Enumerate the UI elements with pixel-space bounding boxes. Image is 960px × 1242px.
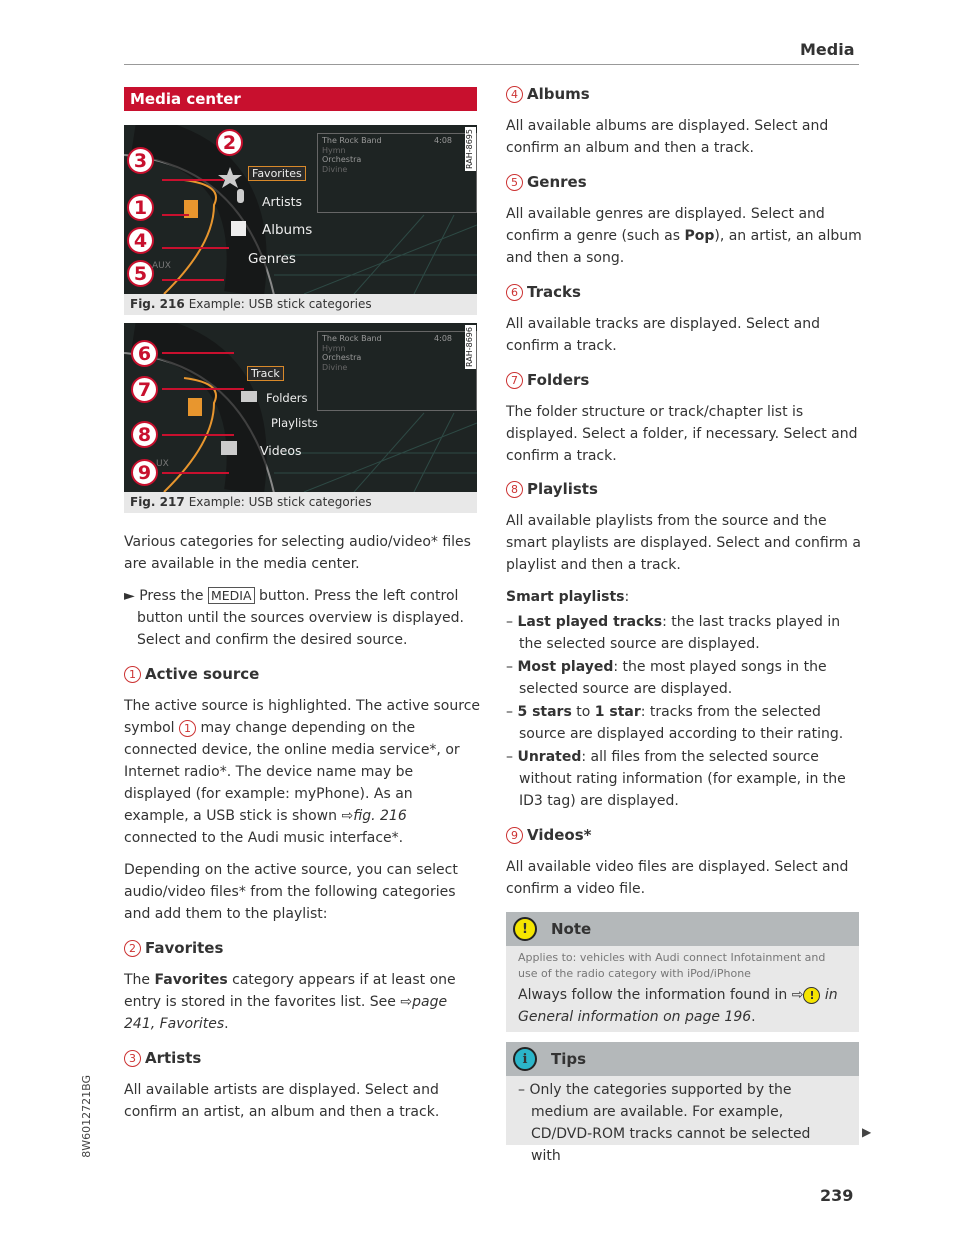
figure-code: RAH-8695 <box>465 127 476 171</box>
text-bold: Unrated <box>517 749 582 765</box>
albums-paragraph: All available albums are displayed. Select and confirm an album and then a track. <box>506 118 829 156</box>
header-rule <box>124 64 859 65</box>
number-circle: 9 <box>506 827 523 844</box>
number-circle: 7 <box>506 372 523 389</box>
category-folders: Folders <box>266 391 308 405</box>
text-bold: 1 star <box>594 704 641 720</box>
heading-text: Active source <box>145 665 260 683</box>
time: 4:08 <box>434 334 452 343</box>
song-2: Divine <box>322 164 348 174</box>
callout-6: 6 <box>131 340 158 367</box>
note-header <box>506 912 859 946</box>
text: . <box>224 1016 229 1032</box>
text: The active source is highlighted. The active source symbol <box>124 698 481 736</box>
aux-label: UX <box>156 459 169 469</box>
text: may change depending on the connected device, the online media service*, or Internet radio*. The device name may be displayed (for example: myPhone). As an example, a USB stick is shown <box>124 720 460 824</box>
step-text: button. Press the left control button until the sources overview is displayed. Select and confirm the desired source. <box>137 588 464 648</box>
callout-4: 4 <box>127 227 154 254</box>
artist: The Rock Band <box>322 334 382 343</box>
arrow-icon: ⇨ <box>400 994 413 1010</box>
note-title: Note <box>551 920 592 938</box>
text-bold: Most played <box>517 659 614 675</box>
number-circle: 4 <box>506 86 523 103</box>
figure-216-screen <box>124 125 477 294</box>
callout-9: 9 <box>131 459 158 486</box>
tips-title: Tips <box>551 1050 587 1068</box>
category-artists: Artists <box>262 194 302 209</box>
text: : the last tracks played in the selected source are displayed. <box>519 614 841 652</box>
warning-icon: ! <box>803 987 820 1004</box>
number-circle: 5 <box>506 174 523 191</box>
heading-favorites <box>124 939 223 957</box>
videos-paragraph: All available video files are displayed. Select and confirm a video file. <box>506 859 849 897</box>
heading-text: Artists <box>145 1049 202 1067</box>
document-code: 8W6012721BG <box>80 1075 93 1158</box>
smart-item: – Last played tracks: the last tracks played in the selected source are displayed. <box>506 614 841 652</box>
favorites-paragraph <box>124 969 480 1035</box>
category-videos: Videos <box>260 443 302 458</box>
intro-paragraph: Various categories for selecting audio/video* files are available in the media center. <box>124 534 471 572</box>
tips-header <box>506 1042 859 1076</box>
artist-2: Orchestra <box>322 353 362 362</box>
text: : the most played songs in the selected source are displayed. <box>519 659 827 697</box>
song: Hymn <box>322 145 346 155</box>
figure-217 <box>124 323 477 513</box>
text-bold: Last played tracks <box>517 614 663 630</box>
smart-playlists-heading <box>506 586 862 608</box>
category-favorites: Favorites <box>248 166 306 181</box>
figure-217-screen <box>124 323 477 492</box>
text: . <box>751 1009 756 1025</box>
song-2: Divine <box>322 362 348 372</box>
callout-3: 3 <box>127 147 154 174</box>
arrow-icon: ⇨ <box>341 808 354 824</box>
number-circle: 3 <box>124 1050 141 1067</box>
category-playlists: Playlists <box>271 416 318 430</box>
heading-text: Albums <box>527 85 590 103</box>
note-box <box>506 912 859 1032</box>
category-albums: Albums <box>262 222 313 238</box>
caption-text: Example: USB stick categories <box>188 495 372 509</box>
text: : <box>624 589 630 605</box>
song: Hymn <box>322 343 346 353</box>
text-bold: Pop <box>684 228 715 244</box>
smart-item: – 5 stars to 1 star: tracks from the selected source are displayed according to their rating. <box>506 704 844 742</box>
number-circle: 8 <box>506 481 523 498</box>
folders-paragraph: The folder structure or track/chapter list is displayed. Select a folder, if necessary. Select and confirm a track. <box>506 404 858 464</box>
media-key: MEDIA <box>208 587 255 604</box>
active-source-paragraph <box>124 695 480 849</box>
figure-caption <box>124 492 477 513</box>
step-text: ► Press the <box>124 588 208 604</box>
number-circle: 1 <box>124 666 141 683</box>
tips-text: – Only the categories supported by the medium are available. For example, CD/DVD-ROM tracks cannot be selected with <box>518 1082 811 1164</box>
tips-box <box>506 1042 859 1164</box>
aux-label: AUX <box>152 261 171 271</box>
page-link[interactable]: in General information on page 196 <box>518 987 838 1025</box>
callout-2: 2 <box>216 129 243 156</box>
section-header: Media <box>800 40 855 59</box>
text-bold: Favorites <box>154 972 228 988</box>
number-circle: 1 <box>179 720 196 737</box>
heading-text: Favorites <box>145 939 224 957</box>
tracks-paragraph: All available tracks are displayed. Select and confirm a track. <box>506 316 821 354</box>
time: 4:08 <box>434 136 452 145</box>
caption-number: Fig. 217 <box>130 495 185 509</box>
text: to <box>571 704 595 720</box>
text-bold: 5 stars <box>517 704 572 720</box>
playlists-paragraph: All available playlists from the source and the smart playlists are displayed. Select and confirm a playlist and then a track. <box>506 513 861 573</box>
number-circle: 6 <box>506 284 523 301</box>
heading-videos <box>506 826 591 844</box>
figure-216 <box>124 125 477 315</box>
genres-paragraph <box>506 203 862 269</box>
artists-paragraph: All available artists are displayed. Select and confirm an artist, an album and then a track. <box>124 1082 440 1120</box>
figure-link[interactable]: fig. 216 <box>353 808 407 824</box>
category-track: Track <box>247 366 284 381</box>
callout-7: 7 <box>131 376 158 403</box>
heading-active-source <box>124 665 259 683</box>
continue-arrow-icon: ▶ <box>862 1125 872 1139</box>
heading-albums <box>506 85 590 103</box>
heading-text: Tracks <box>527 283 581 301</box>
callout-1: 1 <box>127 194 154 221</box>
page-number: 239 <box>820 1186 854 1205</box>
text: The <box>124 972 155 988</box>
artist-2: Orchestra <box>322 155 362 164</box>
now-playing-panel <box>317 133 477 213</box>
figure-code: RAH-8696 <box>465 325 476 369</box>
heading-text: Folders <box>527 371 590 389</box>
artist: The Rock Band <box>322 136 382 145</box>
heading-tracks <box>506 283 581 301</box>
heading-genres <box>506 173 587 191</box>
callout-5: 5 <box>127 260 154 287</box>
text: Always follow the information found in <box>518 987 792 1003</box>
heading-playlists <box>506 480 598 498</box>
info-icon: i <box>513 1047 537 1071</box>
note-text <box>506 982 859 1030</box>
instruction-step <box>124 585 480 651</box>
heading-artists <box>124 1049 201 1067</box>
page-link[interactable]: page 241, Favorites <box>124 994 448 1032</box>
page-title: Media center <box>124 87 477 111</box>
text: All available genres are displayed. Select and confirm a genre (such as <box>506 206 825 244</box>
heading-text: Videos* <box>527 826 592 844</box>
heading-text: Playlists <box>527 480 598 498</box>
now-playing-panel <box>317 331 477 411</box>
figure-caption <box>124 294 477 315</box>
text: : tracks from the selected source are displayed according to their rating. <box>519 704 844 742</box>
heading-text: Genres <box>527 173 587 191</box>
smart-item: – Unrated: all files from the selected source without rating information (for example, in the ID3 tag) are displayed. <box>506 749 846 809</box>
text: connected to the Audi music interface*. <box>124 830 404 846</box>
caption-text: Example: USB stick categories <box>188 297 372 311</box>
text: ), an artist, an album and then a song. <box>506 228 862 266</box>
arrow-icon: ⇨ <box>791 987 804 1003</box>
text: category appears if at least one entry is stored in the favorites list. See <box>124 972 456 1010</box>
note-applies: Applies to: vehicles with Audi connect Infotainment and use of the radio category with iPod/iPhone <box>518 951 826 980</box>
category-genres: Genres <box>248 251 296 267</box>
text-bold: Smart playlists <box>506 589 625 605</box>
caption-number: Fig. 216 <box>130 297 185 311</box>
number-circle: 2 <box>124 940 141 957</box>
heading-folders <box>506 371 589 389</box>
warning-icon: ! <box>513 917 537 941</box>
depending-paragraph: Depending on the active source, you can select audio/video files* from the following categories and add them to the playlist: <box>124 862 458 922</box>
smart-item: – Most played: the most played songs in the selected source are displayed. <box>506 659 827 697</box>
text: : all files from the selected source without rating information (for example, in the ID3 tag) are displayed. <box>519 749 846 809</box>
callout-8: 8 <box>131 421 158 448</box>
